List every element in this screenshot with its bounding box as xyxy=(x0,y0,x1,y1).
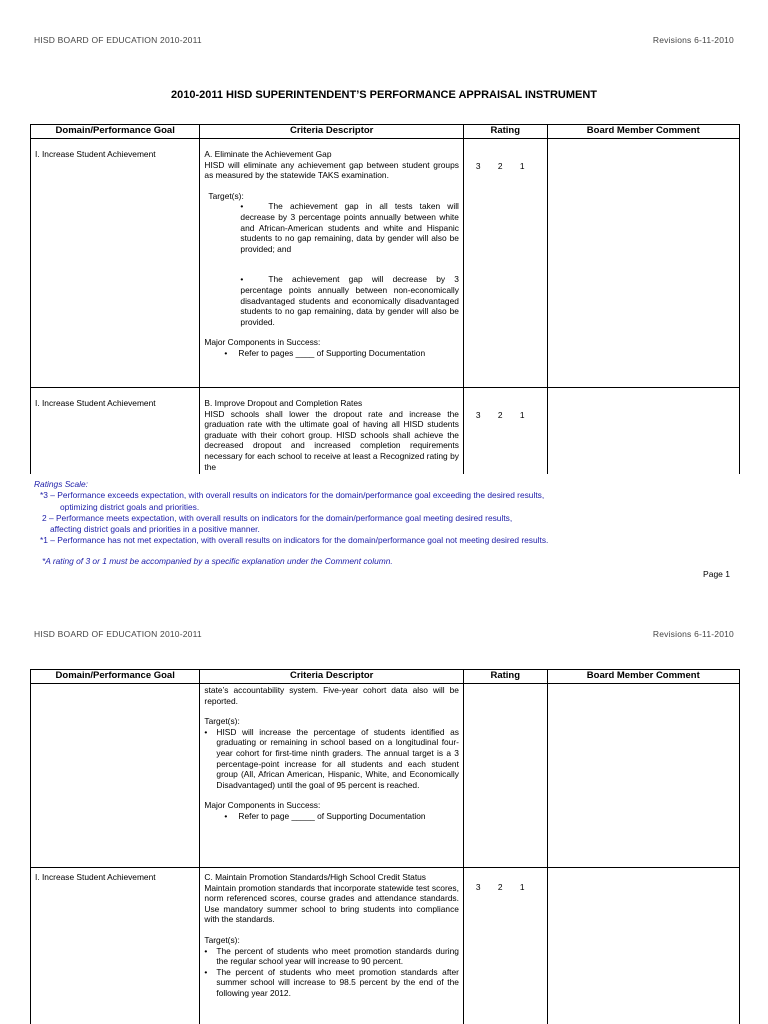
comment-cell[interactable] xyxy=(547,684,739,868)
rating-2[interactable]: 2 xyxy=(497,410,503,420)
criteria-cell xyxy=(200,868,464,1024)
scale-line-2: 2 – Performance meets expectation, with overall results on indicators for the domain/performance goal meeting desired results, xyxy=(42,512,513,523)
comment-cell[interactable] xyxy=(547,139,739,388)
page-title: 2010-2011 HISD SUPERINTENDENT’S PERFORMANCE APPRAISAL INSTRUMENT xyxy=(170,89,598,101)
target-text: HISD will increase the percentage of students identified as graduating or remaining in school based on a longitudinal four-year cohort for first-time ninth graders. The annual target is a 3 percentage-point increase for all students and each student group (All, African American, Hispanic, White, and Economically Disadvantaged) until the goal of 95 percent is reached. xyxy=(216,726,459,790)
rating-cell xyxy=(463,139,547,388)
scale-note: *A rating of 3 or 1 must be accompanied by a specific explanation under the Comment column. xyxy=(42,556,393,566)
rating-3[interactable]: 3 xyxy=(475,882,481,892)
refer-text: Refer to page _____ of Supporting Documentation xyxy=(238,810,426,821)
criteria-cell xyxy=(200,684,464,868)
list-item: • The percent of students who meet promotion standards during the regular school year will increase to 90 percent. xyxy=(204,945,459,967)
table-header-row xyxy=(31,670,740,684)
header-right: Revisions 6-11-2010 xyxy=(652,629,734,639)
rating-cell xyxy=(463,684,547,868)
header-right: Revisions 6-11-2010 xyxy=(652,35,734,45)
target-text: The percent of students who meet promotion standards after summer school will increase to 98.5 percent by the end of the following year 2012. xyxy=(216,966,459,998)
page-header xyxy=(34,629,734,639)
header-left: HISD BOARD OF EDUCATION 2010-2011 xyxy=(34,35,202,45)
criteria-heading: C. Maintain Promotion Standards/High School Credit Status xyxy=(204,872,426,882)
comment-cell[interactable] xyxy=(547,388,739,475)
criteria-cell xyxy=(200,388,464,475)
domain-cell: I. Increase Student Achievement xyxy=(31,139,200,388)
table-row xyxy=(31,684,740,868)
scale-line-2b: affecting district goals and priorities in a positive manner. xyxy=(50,524,260,535)
ratings-scale xyxy=(34,479,548,547)
criteria-desc: HISD will eliminate any achievement gap between student groups as measured by the statewide TAKS examination. xyxy=(204,159,459,181)
header-left: HISD BOARD OF EDUCATION 2010-2011 xyxy=(34,629,202,639)
criteria-heading: B. Improve Dropout and Completion Rates xyxy=(204,398,363,408)
list-item: • The percent of students who meet promotion standards after summer school will increase to 98.5 percent by the end of the following year 2012. xyxy=(204,966,459,998)
list-item: • The achievement gap in all tests taken will decrease by 3 percentage points annually between white and African-American students and white and Hispanic students to no gap remaining, data by gender will also be provided; and xyxy=(240,201,459,254)
list-item: • HISD will increase the percentage of students identified as graduating or remaining in school based on a longitudinal four-year cohort for first-time ninth graders. The annual target is a 3 percentage-point increase for all students and each student group (All, African American, Hispanic, White, and Economically Disadvantaged) until the goal of 95 percent is reached. xyxy=(204,726,459,790)
page-number: Page 1 xyxy=(703,569,730,579)
col-comment: Board Member Comment xyxy=(547,670,739,684)
table-header-row xyxy=(31,125,740,139)
domain-cell xyxy=(31,684,200,868)
rating-1[interactable]: 1 xyxy=(519,410,525,420)
criteria-cell xyxy=(200,139,464,388)
rating-2[interactable]: 2 xyxy=(497,161,503,171)
target-text: The percent of students who meet promotion standards during the regular school year will increase to 90 percent. xyxy=(216,945,459,967)
rating-cell xyxy=(463,868,547,1024)
col-domain: Domain/Performance Goal xyxy=(31,670,200,684)
major-components: Major Components in Success: xyxy=(204,337,321,348)
table-page1 xyxy=(30,124,742,474)
rating-3[interactable]: 3 xyxy=(475,161,481,171)
domain-cell: I. Increase Student Achievement xyxy=(31,868,200,1024)
table-row xyxy=(31,868,740,1024)
col-rating: Rating xyxy=(463,670,547,684)
target-text: The achievement gap will decrease by 3 percentage points annually between non-economically disadvantaged students and economically disadvantaged students to no gap remaining, data by gender will also be provided. xyxy=(240,274,459,327)
targets-label: Target(s): xyxy=(204,716,240,727)
criteria-desc: state’s accountability system. Five-year cohort data also will be reported. xyxy=(204,685,459,706)
page-header xyxy=(34,35,734,45)
refer-text: Refer to pages ____ of Supporting Documentation xyxy=(238,347,426,358)
rating-2[interactable]: 2 xyxy=(497,882,503,892)
scale-line-3: *3 – Performance exceeds expectation, with overall results on indicators for the domain/performance goal exceeding the desired results, xyxy=(40,490,545,501)
col-comment: Board Member Comment xyxy=(547,125,739,139)
domain-cell: I. Increase Student Achievement xyxy=(31,388,200,475)
list-item: • Refer to page _____ of Supporting Documentation xyxy=(224,810,426,821)
col-criteria: Criteria Descriptor xyxy=(200,670,464,684)
criteria-desc: HISD schools shall lower the dropout rate and increase the graduation rate with the ultimate goal of having all HISD students graduate with their cohort group. HISD schools shall achieve the decreased dropout and increased completion requirements necessary for each school to receive at least a Recognized rating by the xyxy=(204,408,459,472)
major-components: Major Components in Success: xyxy=(204,800,321,811)
rating-3[interactable]: 3 xyxy=(475,410,481,420)
scale-label: Ratings Scale: xyxy=(34,479,88,489)
criteria-heading: A. Eliminate the Achievement Gap xyxy=(204,149,332,159)
rating-1[interactable]: 1 xyxy=(519,882,525,892)
scale-line-1: *1 – Performance has not met expectation, with overall results on indicators for the domain/performance goal not meeting desired results. xyxy=(40,535,549,546)
table-row xyxy=(31,388,740,475)
targets-label: Target(s): xyxy=(208,190,244,201)
rating-1[interactable]: 1 xyxy=(519,161,525,171)
rating-cell xyxy=(463,388,547,475)
list-item: • Refer to pages ____ of Supporting Documentation xyxy=(224,347,426,358)
table-page2 xyxy=(30,669,742,1024)
targets-label: Target(s): xyxy=(204,934,240,945)
table-row xyxy=(31,139,740,388)
col-rating: Rating xyxy=(463,125,547,139)
comment-cell[interactable] xyxy=(547,868,739,1024)
criteria-desc: Maintain promotion standards that incorporate statewide test scores, norm referenced scores, course grades and attendance standards. Use mandatory summer school to bring students into compliance with the standards. xyxy=(204,882,459,925)
col-criteria: Criteria Descriptor xyxy=(200,125,464,139)
scale-line-3b: optimizing district goals and priorities. xyxy=(60,501,200,512)
target-text: The achievement gap in all tests taken will decrease by 3 percentage points annually between white and African-American students and white and Hispanic students to no gap remaining, data by gender will also be provided; and xyxy=(240,201,459,254)
list-item: • The achievement gap will decrease by 3 percentage points annually between non-economically disadvantaged students and economically disadvantaged students to no gap remaining, data by gender will also be provided. xyxy=(240,274,459,327)
col-domain: Domain/Performance Goal xyxy=(31,125,200,139)
